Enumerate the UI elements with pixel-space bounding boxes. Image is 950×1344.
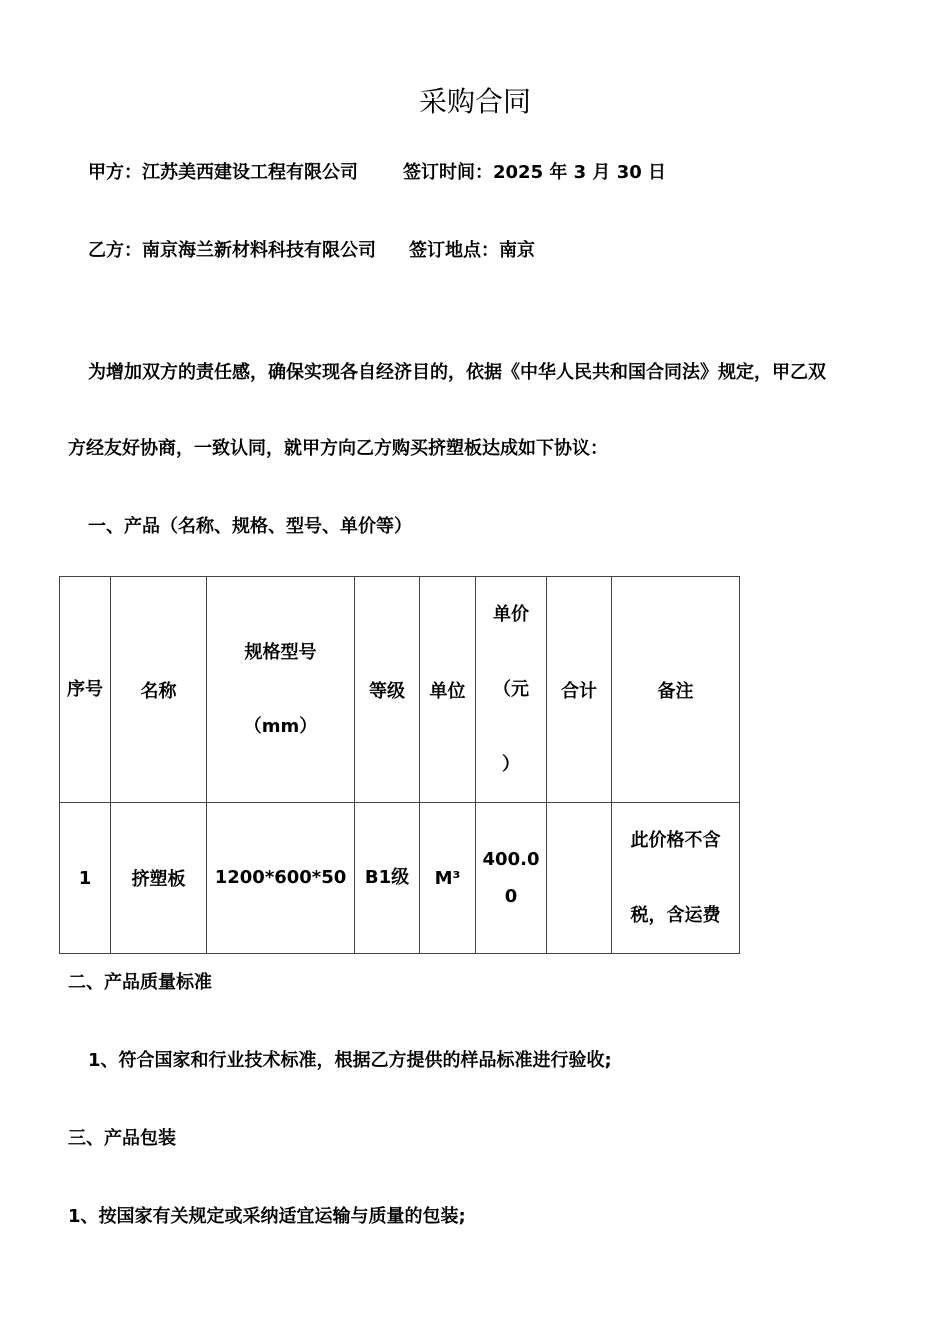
header-price-line2: （元 bbox=[493, 679, 529, 700]
party-b-name: 南京海兰新材料科技有限公司 bbox=[142, 240, 376, 261]
cell-unit: M³ bbox=[420, 803, 476, 954]
party-b-label: 乙方： bbox=[88, 240, 142, 261]
section1-title: 一、产品（名称、规格、型号、单价等） bbox=[88, 516, 412, 537]
cell-total bbox=[547, 803, 612, 954]
cell-name: 挤塑板 bbox=[111, 803, 207, 954]
section3-title: 三、产品包装 bbox=[68, 1128, 176, 1149]
cell-price: 400.00 bbox=[476, 803, 547, 954]
table-row bbox=[60, 803, 740, 954]
intro-paragraph-line2: 方经友好协商，一致认同，就甲方向乙方购买挤塑板达成如下协议： bbox=[68, 438, 608, 459]
header-spec-line2: （mm） bbox=[243, 715, 318, 737]
sign-place-value: 南京 bbox=[499, 240, 535, 261]
sign-time-label: 签订时间： bbox=[403, 162, 493, 183]
header-unit: 单位 bbox=[420, 577, 476, 803]
header-seq: 序号 bbox=[60, 577, 111, 803]
header-price-line1: 单价 bbox=[493, 604, 529, 625]
party-a-name: 江苏美西建设工程有限公司 bbox=[142, 162, 358, 183]
sign-place-label: 签订地点： bbox=[409, 240, 499, 261]
header-grade: 等级 bbox=[355, 577, 420, 803]
intro-paragraph-line1: 为增加双方的责任感，确保实现各自经济目的，依据《中华人民共和国合同法》规定，甲乙双 bbox=[88, 362, 826, 383]
section3-item1: 1、按国家有关规定或采纳适宜运输与质量的包装; bbox=[68, 1206, 466, 1227]
header-total: 合计 bbox=[547, 577, 612, 803]
cell-seq: 1 bbox=[60, 803, 111, 954]
party-b-line bbox=[88, 236, 535, 262]
party-a-line bbox=[88, 158, 666, 184]
header-name: 名称 bbox=[111, 577, 207, 803]
cell-remark: 此价格不含税，含运费 bbox=[612, 803, 740, 954]
sign-time-value: 2025 年 3 月 30 日 bbox=[493, 162, 667, 183]
header-spec-line1: 规格型号 bbox=[244, 641, 317, 663]
contract-title: 采购合同 bbox=[418, 85, 531, 118]
header-spec bbox=[207, 577, 355, 803]
product-table bbox=[59, 576, 740, 954]
cell-spec: 1200*600*50 bbox=[207, 803, 355, 954]
table-header-row bbox=[60, 577, 740, 803]
section2-title: 二、产品质量标准 bbox=[68, 972, 212, 993]
cell-grade: B1级 bbox=[355, 803, 420, 954]
header-remark: 备注 bbox=[612, 577, 740, 803]
party-a-label: 甲方： bbox=[88, 162, 142, 183]
header-price-line3: ） bbox=[502, 754, 520, 775]
header-price bbox=[476, 577, 547, 803]
section2-item1: 1、符合国家和行业技术标准，根据乙方提供的样品标准进行验收; bbox=[88, 1050, 612, 1071]
